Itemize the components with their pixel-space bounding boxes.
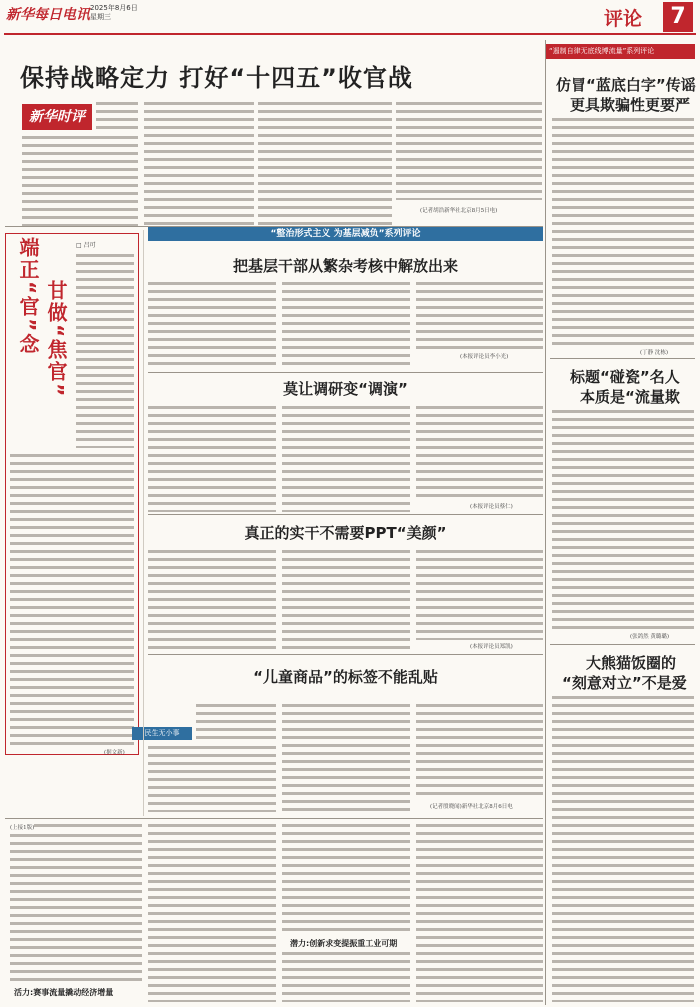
right-3-title-line2[interactable]: “刻意对立”不是爱: [562, 674, 687, 692]
divider: [550, 644, 695, 645]
right-3-text: [552, 694, 694, 1002]
article-4-note: (记者殷晓闻)新华社北京8月6日电: [430, 804, 513, 810]
article-1-note: (本报评论员李小光): [460, 354, 509, 360]
header-rule: [4, 33, 696, 35]
right-2-title-line2[interactable]: 本质是“流量欺: [580, 388, 680, 406]
section-title: 评论: [604, 8, 643, 30]
bottom-mid-subhead: 潜力:创新求变提振重工业可期: [290, 939, 398, 948]
main-body-col3: [258, 100, 392, 226]
left-text-top: [76, 252, 134, 448]
bottom-mid-col1: [148, 822, 276, 1002]
article-2-col1: [148, 404, 276, 512]
article-4-col1: [148, 744, 276, 812]
divider: [148, 654, 543, 655]
right-1-note: (丁静 沈栋): [640, 350, 669, 356]
paper-name: 新华每日电讯: [6, 7, 90, 23]
article-3-col3: [416, 548, 543, 640]
article-2-note: (本报评论员蔡仁): [470, 504, 513, 510]
left-title-b[interactable]: 甘做“焦官”: [44, 280, 68, 399]
right-2-title-line1[interactable]: 标题“碰瓷”名人: [570, 368, 680, 386]
article-1-col1: [148, 280, 276, 370]
issue-date: 2025年8月6日: [90, 4, 138, 12]
bottom-mid-col3: [416, 822, 543, 1002]
article-2-col3: [416, 404, 543, 500]
right-1-title-line2[interactable]: 更具欺骗性更要严: [570, 96, 691, 114]
right-3-title-line1[interactable]: 大熊猫饭圈的: [586, 654, 677, 672]
article-1-title[interactable]: 把基层干部从繁杂考核中解放出来: [232, 257, 458, 275]
article-4-col2: [282, 702, 410, 812]
bottom-mid-col2a: [282, 822, 410, 934]
kicker-badge: 新华时评: [22, 104, 92, 130]
bottom-left-lead-text: [34, 822, 142, 830]
bottom-left-text: [10, 832, 142, 984]
series-banner: “整治形式主义 为基层减负”系列评论: [148, 227, 543, 241]
divider: [148, 514, 543, 515]
article-3-col2: [282, 548, 410, 650]
divider: [5, 818, 543, 819]
column-rule: [545, 40, 546, 1005]
left-byline: □ 吕可: [76, 242, 96, 249]
page-number: 7: [663, 2, 693, 32]
article-2-title[interactable]: 莫让调研变“调演”: [283, 380, 408, 398]
column-tag: 民生无小事: [132, 727, 192, 740]
main-byline: (记者胡浩新华社北京8月5日电): [420, 208, 498, 214]
article-3-col1: [148, 548, 276, 650]
article-3-note: (本报评论员郑凯): [470, 644, 513, 650]
main-headline[interactable]: 保持战略定力 打好“十四五”收官战: [20, 64, 413, 92]
bottom-left-subhead: 活力:赛事流量撬动经济增量: [14, 988, 114, 997]
right-2-note: (张鸽然 黄璐璐): [630, 634, 670, 640]
left-text-body: [10, 452, 134, 748]
article-2-col2: [282, 404, 410, 512]
article-4-title[interactable]: “儿童商品”的标签不能乱贴: [253, 668, 438, 686]
left-title-a[interactable]: 端正“官”念: [16, 237, 40, 356]
right-1-text: [552, 116, 694, 348]
article-4-col3: [416, 702, 543, 800]
main-body-col1: [22, 134, 138, 226]
bottom-mid-col2b: [282, 950, 410, 1002]
divider: [148, 372, 543, 373]
main-body-col4: [396, 100, 542, 200]
issue-weekday: 星期三: [90, 13, 111, 21]
article-1-col2: [282, 280, 410, 370]
bottom-left-lead: (上接1版): [10, 825, 35, 831]
right-2-text: [552, 408, 694, 630]
series-tag: “遏制自律无底线博流量”系列评论: [545, 44, 695, 59]
divider: [550, 358, 695, 359]
column-rule: [143, 230, 144, 816]
article-1-col3: [416, 280, 543, 350]
article-3-title[interactable]: 真正的实干不需要PPT“美颜”: [244, 524, 447, 542]
main-body-col2: [144, 100, 254, 226]
right-1-title-line1[interactable]: 仿冒“蓝底白字”传谣: [556, 76, 696, 94]
left-note: (据文新): [104, 750, 125, 756]
